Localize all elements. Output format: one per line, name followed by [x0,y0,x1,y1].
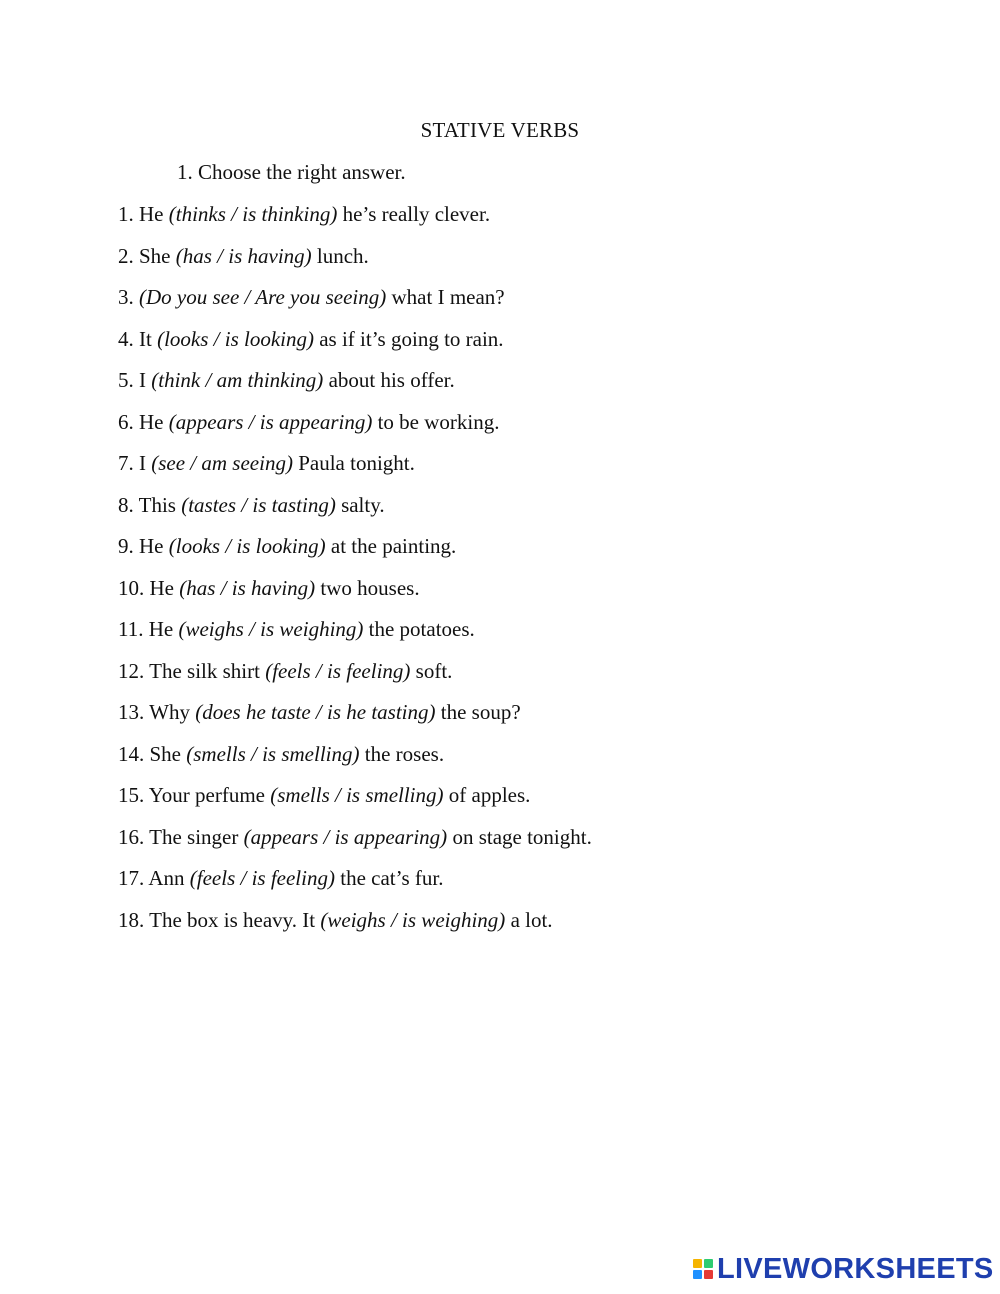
logo-text: LIVEWORKSHEETS [717,1252,994,1285]
answer-options[interactable]: (appears / is appearing) [243,824,448,849]
question-item [118,243,592,285]
question-item [118,409,592,451]
question-number: 15. [118,783,145,807]
question-item [118,492,592,534]
question-text-after: Paula tonight. [298,451,415,475]
question-text-after: soft. [415,658,453,683]
question-item [118,533,592,575]
question-text-after: of apples. [448,783,531,807]
answer-options[interactable]: (does he taste / is he tasting) [195,700,436,724]
question-number: 2. [118,243,134,268]
question-number: 16. [118,824,145,849]
question-item [118,201,592,243]
question-text-before: The singer [149,824,239,849]
answer-options[interactable]: (weighs / is weighing) [178,617,364,641]
question-text-before: Ann [148,866,185,890]
question-text-after: a lot. [510,907,553,932]
answer-options[interactable]: (feels / is feeling) [189,866,335,890]
logo-tile-icon [693,1270,702,1279]
question-text-after: to be working. [377,409,500,434]
question-item [118,450,592,492]
question-text-after: the cat’s fur. [340,866,444,890]
question-item [118,741,592,783]
answer-options[interactable]: (tastes / is tasting) [181,492,336,517]
answer-options[interactable]: (looks / is looking) [157,326,314,351]
question-text-before: It [139,326,152,351]
question-text-before: He [139,534,164,558]
question-text-before: She [149,741,181,766]
question-item [118,367,592,409]
question-text-before: The box is heavy. It [149,907,316,932]
question-number: 9. [118,534,134,558]
answer-options[interactable]: (smells / is smelling) [186,741,360,766]
answer-options[interactable]: (has / is having) [175,243,312,268]
question-text-before: He [139,409,164,434]
question-text-before: This [138,492,176,517]
question-item [118,284,592,326]
question-item [118,575,592,617]
answer-options[interactable]: (feels / is feeling) [265,658,411,683]
question-text-before: He [148,617,174,641]
page-title: STATIVE VERBS [420,118,580,142]
question-text-before: I [139,451,146,475]
answer-options[interactable]: (Do you see / Are you seeing) [139,285,387,309]
answer-options[interactable]: (has / is having) [179,575,316,600]
answer-options[interactable]: (thinks / is thinking) [168,202,338,226]
question-number: 8. [118,492,134,517]
logo-mark-icon [693,1259,713,1279]
answer-options[interactable]: (think / am thinking) [151,368,324,392]
question-text-after: the soup? [440,700,521,724]
question-text-before: I [139,368,146,392]
question-number: 6. [118,409,134,434]
question-text-before: The silk shirt [149,658,260,683]
question-text-after: the potatoes. [368,617,475,641]
question-text-after: what I mean? [391,285,505,309]
question-text-after: on stage tonight. [452,824,592,849]
question-item [118,616,592,658]
question-number: 11. [118,617,144,641]
question-text-after: about his offer. [328,368,455,392]
question-number: 7. [118,451,134,475]
question-number: 12. [118,658,145,683]
answer-options[interactable]: (weighs / is weighing) [320,907,506,932]
question-number: 3. [118,285,134,309]
question-number: 14. [118,741,145,766]
question-text-after: two houses. [320,575,420,600]
question-item [118,658,592,700]
instruction: 1. Choose the right answer. [177,160,406,184]
question-text-after: as if it’s going to rain. [319,326,504,351]
question-item [118,699,592,741]
logo-tile-icon [704,1259,713,1268]
question-number: 1. [118,202,134,226]
logo-tile-icon [693,1259,702,1268]
question-number: 4. [118,326,134,351]
question-text-after: he’s really clever. [342,202,491,226]
question-number: 5. [118,368,134,392]
question-text-before: He [149,575,174,600]
question-item [118,326,592,368]
logo-tile-icon [704,1270,713,1279]
question-item [118,824,592,866]
question-text-after: the roses. [364,741,445,766]
question-text-after: salty. [341,492,385,517]
question-item [118,907,592,949]
question-text-after: at the painting. [330,534,457,558]
liveworksheets-logo [693,1252,994,1286]
question-text-before: Your perfume [148,783,266,807]
question-item [118,865,592,907]
question-text-before: He [139,202,164,226]
question-number: 17. [118,866,145,890]
answer-options[interactable]: (looks / is looking) [168,534,326,558]
answer-options[interactable]: (see / am seeing) [151,451,293,475]
question-item [118,782,592,824]
question-number: 13. [118,700,145,724]
question-number: 10. [118,575,145,600]
question-text-before: She [139,243,171,268]
question-number: 18. [118,907,145,932]
answer-options[interactable]: (appears / is appearing) [168,409,373,434]
question-text-after: lunch. [316,243,369,268]
question-text-before: Why [149,700,190,724]
question-list [118,201,592,948]
answer-options[interactable]: (smells / is smelling) [270,783,444,807]
